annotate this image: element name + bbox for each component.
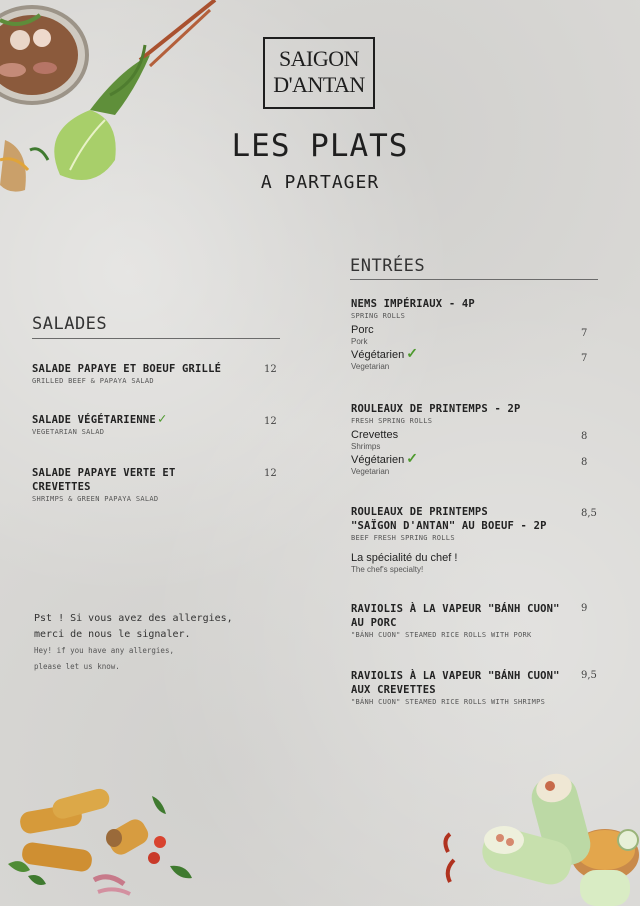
item-translation: "BÁNH CUON" STEAMED RICE ROLLS WITH PORK xyxy=(351,631,532,639)
logo-line1: SAIGON xyxy=(278,46,360,71)
allergy-note-en-line1: Hey! if you have any allergies, xyxy=(34,646,174,655)
item-price: 9 xyxy=(581,603,588,614)
page-title: LES PLATS xyxy=(231,128,409,164)
allergy-note-fr-line1: Pst ! Si vous avez des allergies, xyxy=(34,613,233,624)
vegetarian-leaf-icon: ✓ xyxy=(157,411,167,427)
item-name: SALADE VÉGÉTARIENNE xyxy=(32,414,156,426)
variant-translation: Vegetarian xyxy=(351,467,390,476)
pho-bowl-illustration xyxy=(0,0,220,200)
item-translation: GRILLED BEEF & PAPAYA SALAD xyxy=(32,377,154,385)
vegetarian-leaf-icon: ✓ xyxy=(406,450,418,466)
vegetarian-leaf-icon: ✓ xyxy=(406,345,418,361)
spring-rolls-illustration xyxy=(0,780,210,906)
variant-translation: Shrimps xyxy=(351,442,381,451)
menu-item-rouleaux-boeuf xyxy=(351,505,581,575)
menu-item-nems xyxy=(351,297,591,372)
item-translation: "BÁNH CUON" STEAMED RICE ROLLS WITH SHRIMPS xyxy=(351,698,546,706)
item-translation: SHRIMPS & GREEN PAPAYA SALAD xyxy=(32,495,159,503)
menu-item-raviolis-crevettes xyxy=(351,669,581,707)
logo-line2: D'ANTAN xyxy=(273,72,365,97)
item-price: 8 xyxy=(581,457,588,468)
menu-item-salade-papaye-boeuf xyxy=(32,362,282,386)
fresh-rolls-illustration xyxy=(430,760,640,906)
menu-item-salade-papaye-crevettes xyxy=(32,466,262,504)
variant-name: Végétarien xyxy=(351,454,405,466)
variant-name: Végétarien xyxy=(351,349,405,361)
menu-item-salade-vegetarienne xyxy=(32,412,262,437)
restaurant-logo xyxy=(263,37,375,109)
item-name-line2: AUX CREVETTES xyxy=(351,684,436,696)
variant-name: Crevettes xyxy=(351,429,399,441)
section-divider xyxy=(350,279,598,280)
page-subtitle: A PARTAGER xyxy=(260,172,380,193)
item-translation: VEGETARIAN SALAD xyxy=(32,428,105,436)
item-translation: SPRING ROLLS xyxy=(351,312,406,320)
section-title-salades: SALADES xyxy=(32,314,108,334)
chef-special-translation: The chef's specialty! xyxy=(351,565,424,574)
item-name-line1: ROULEAUX DE PRINTEMPS xyxy=(351,506,488,518)
item-price: 8 xyxy=(581,431,588,442)
section-divider xyxy=(32,338,280,339)
item-price: 7 xyxy=(581,353,588,364)
variant-translation: Vegetarian xyxy=(351,362,390,371)
section-title-entrees: ENTRÉES xyxy=(350,256,426,276)
item-name-line1: SALADE PAPAYE VERTE ET xyxy=(32,467,176,479)
item-translation: FRESH SPRING ROLLS xyxy=(351,417,433,425)
variant-name: Porc xyxy=(351,324,374,336)
item-name: NEMS IMPÉRIAUX - 4P xyxy=(351,298,475,310)
item-price: 9,5 xyxy=(581,670,597,681)
item-price: 12 xyxy=(264,468,277,479)
item-price: 12 xyxy=(264,416,277,427)
item-price: 7 xyxy=(581,328,588,339)
item-name: ROULEAUX DE PRINTEMPS - 2P xyxy=(351,403,521,415)
item-name-line2: CREVETTES xyxy=(32,481,91,493)
item-price: 12 xyxy=(264,364,277,375)
menu-item-raviolis-porc xyxy=(351,602,581,640)
item-name-line2: "SAÏGON D'ANTAN" AU BOEUF - 2P xyxy=(351,520,547,532)
variant-translation: Pork xyxy=(351,337,368,346)
item-name-line2: AU PORC xyxy=(351,617,397,629)
menu-item-rouleaux xyxy=(351,402,591,477)
chef-special: La spécialité du chef ! xyxy=(351,552,458,564)
item-price: 8,5 xyxy=(581,508,597,519)
item-name-line1: RAVIOLIS À LA VAPEUR "BÁNH CUON" xyxy=(351,603,560,615)
allergy-note-en-line2: please let us know. xyxy=(34,662,120,671)
item-translation: BEEF FRESH SPRING ROLLS xyxy=(351,534,455,542)
item-name-line1: RAVIOLIS À LA VAPEUR "BÁNH CUON" xyxy=(351,670,560,682)
allergy-note-fr-line2: merci de nous le signaler. xyxy=(34,629,191,640)
allergy-note xyxy=(34,611,274,675)
item-name: SALADE PAPAYE ET BOEUF GRILLÉ xyxy=(32,363,222,375)
